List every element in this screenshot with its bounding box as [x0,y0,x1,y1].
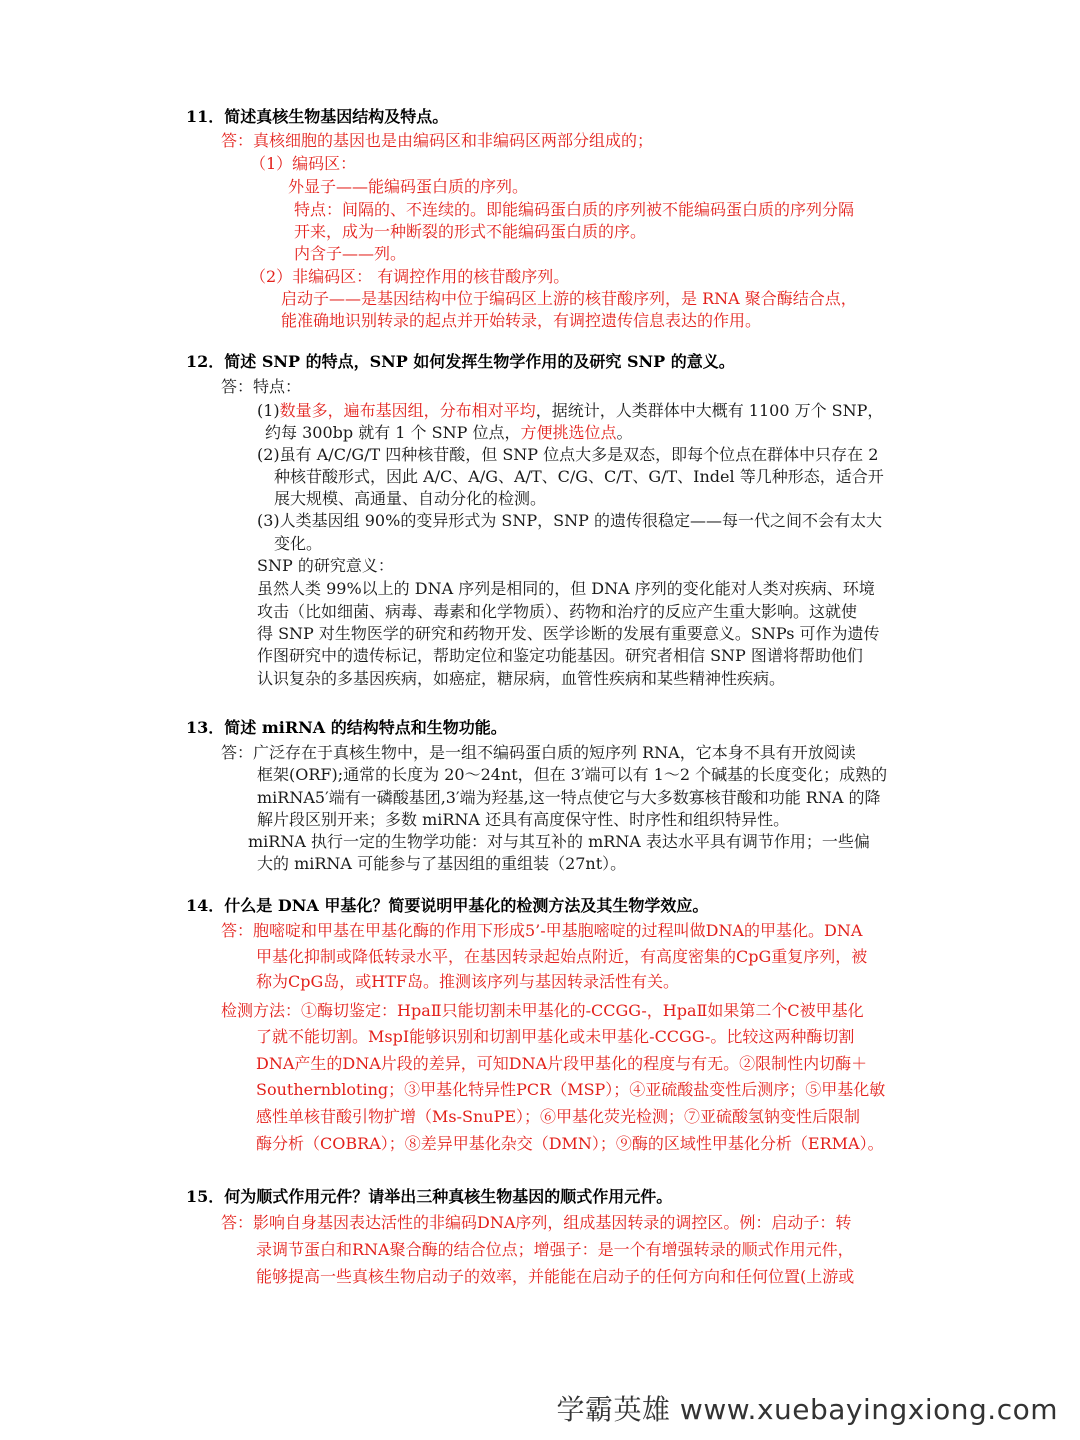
q13-line: 框架(ORF);通常的长度为 20～24nt，但在 3′端可以有 1～2 个碱基的长度变化；成熟的 [257,765,888,784]
q15-line: 答：影响自身基因表达活性的非编码DNA序列，组成基因转录的调控区。例：启动子：转 [221,1213,852,1232]
q11-line: 外显子——能编码蛋白质的序列。 [288,177,529,196]
q14-title: 14．什么是 DNA 甲基化？简要说明甲基化的检测方法及其生物学效应。 [186,896,709,915]
q14-line: DNA产生的DNA片段的差异，可知DNA片段甲基化的程度与有无。②限制性内切酶＋ [256,1054,868,1073]
q12-p1-line2-prefix: 约每 300bp 就有 1 个 SNP 位点， [265,423,521,442]
q12-line: SNP 的研究意义： [257,556,394,575]
q14-line: Southernbloting；③甲基化特异性PCR（MSP）；④亚硫酸盐变性后测序；⑤甲基化敏 [256,1080,886,1099]
q11-line: 能准确地识别转录的起点并开始转录，有调控遗传信息表达的作用。 [281,311,762,330]
q11-line: （2）非编码区： 有调控作用的核苷酸序列。 [250,267,570,286]
q14-line: 称为CpG岛，或HTF岛。推测该序列与基因转录活性有关。 [256,972,679,991]
q13-line: miRNA5′端有一磷酸基团,3′端为羟基,这一特点使它与大多数寡核苷酸和功能 RNA 的降 [257,788,881,807]
q12-line: 变化。 [274,534,323,553]
q12-line: 虽然人类 99%以上的 DNA 序列是相同的，但 DNA 序列的变化能对人类对疾病、环境 [257,579,875,598]
q12-line: 得 SNP 对生物医学的研究和药物开发、医学诊断的发展有重要意义。SNPs 可作为遗传 [257,624,880,643]
q12-line: 展大规模、高通量、自动分化的检测。 [274,489,547,508]
q12-line: 认识复杂的多基因疾病，如癌症，糖尿病，血管性疾病和某些精神性疾病。 [257,669,786,688]
q11-line: （1）编码区： [250,154,357,173]
q12-point1-line2 [265,422,632,444]
q14-line: 答：胞嘧啶和甲基在甲基化酶的作用下形成5’-甲基胞嘧啶的过程叫做DNA的甲基化。DNA [221,921,863,940]
q12-line: 攻击（比如细菌、病毒、毒素和化学物质）、药物和治疗的反应产生重大影响。这就使 [257,602,858,621]
q12-line: (3)人类基因组 90%的变异形式为 SNP，SNP 的遗传很稳定——每一代之间不会有太大 [257,511,882,530]
q12-line: 种核苷酸形式，因此 A/C、A/G、A/T、C/G、C/T、G/T、Indel 等几种形态，适合开 [274,467,884,486]
q12-p1-line2-end: 。 [616,423,633,442]
q12-p1-highlight-2: 方便挑选位点 [520,423,617,442]
q14-line: 酶分析（COBRA）；⑧差异甲基化杂交（DMN）；⑨酶的区域性甲基化分析（ERMA）。 [256,1134,884,1153]
q11-line: 内含子——列。 [294,244,407,263]
q12-line: 作图研究中的遗传标记，帮助定位和鉴定功能基因。研究者相信 SNP 图谱将帮助他们 [257,646,863,665]
q13-title: 13．简述 miRNA 的结构特点和生物功能。 [186,718,507,737]
q12-p1-highlight: 数量多，遍布基因组，分布相对平均 [279,401,536,420]
q14-line: 感性单核苷酸引物扩增（Ms-SnuPE）；⑥甲基化荧光检测；⑦亚硫酸氢钠变性后限制 [256,1107,861,1126]
q12-p1-prefix: (1) [257,401,280,420]
q12-answer-head: 答：特点： [221,377,302,396]
q15-title: 15．何为顺式作用元件？请举出三种真核生物基因的顺式作用元件。 [186,1187,673,1206]
q11-line: 答：真核细胞的基因也是由编码区和非编码区两部分组成的； [221,131,654,150]
q12-title: 12．简述 SNP 的特点，SNP 如何发挥生物学作用的及研究 SNP 的意义。 [186,352,735,371]
q11-title: 11．简述真核生物基因结构及特点。 [186,107,449,126]
q14-line: 了就不能切割。MspⅠ能够识别和切割甲基化或未甲基化-CCGG-。比较这两种酶切割 [256,1027,855,1046]
q11-line: 启动子——是基因结构中位于编码区上游的核苷酸序列，是 RNA 聚合酶结合点， [281,289,857,308]
q13-line: 答：广泛存在于真核生物中，是一组不编码蛋白质的短序列 RNA，它本身不具有开放阅读 [221,743,856,762]
q13-line: miRNA 执行一定的生物学功能：对与其互补的 mRNA 表达水平具有调节作用；一些偏 [248,832,870,851]
q14-line: 甲基化抑制或降低转录水平，在基因转录起始点附近，有高度密集的CpG重复序列，被 [256,947,868,966]
q12-p1-rest: ，据统计，人类群体中大概有 1100 万个 SNP， [535,401,884,420]
q14-line: 检测方法：①酶切鉴定：HpaⅡ只能切割未甲基化的-CCGG-，HpaⅡ如果第二个C被甲基化 [221,1001,864,1020]
q12-point1-line1 [257,400,883,422]
watermark-footer: 学霸英雄 www.xuebayingxiong.com [556,1393,1058,1426]
q11-line: 特点：间隔的、不连续的。即能编码蛋白质的序列被不能编码蛋白质的序列分隔 [294,200,855,219]
q11-line: 开来，成为一种断裂的形式不能编码蛋白质的序。 [294,222,647,241]
q12-line: (2)虽有 A/C/G/T 四种核苷酸，但 SNP 位点大多是双态，即每个位点在群体中只存在 2 [257,445,879,464]
q13-line: 解片段区别开来；多数 miRNA 还具有高度保守性、时序性和组织特异性。 [257,810,790,829]
q15-line: 能够提高一些真核生物启动子的效率，并能能在启动子的任何方向和任何位置(上游或 [256,1267,855,1286]
q15-line: 录调节蛋白和RNA聚合酶的结合位点；增强子：是一个有增强转录的顺式作用元件， [256,1240,854,1259]
q13-line: 大的 miRNA 可能参与了基因组的重组装（27nt）。 [257,854,627,873]
